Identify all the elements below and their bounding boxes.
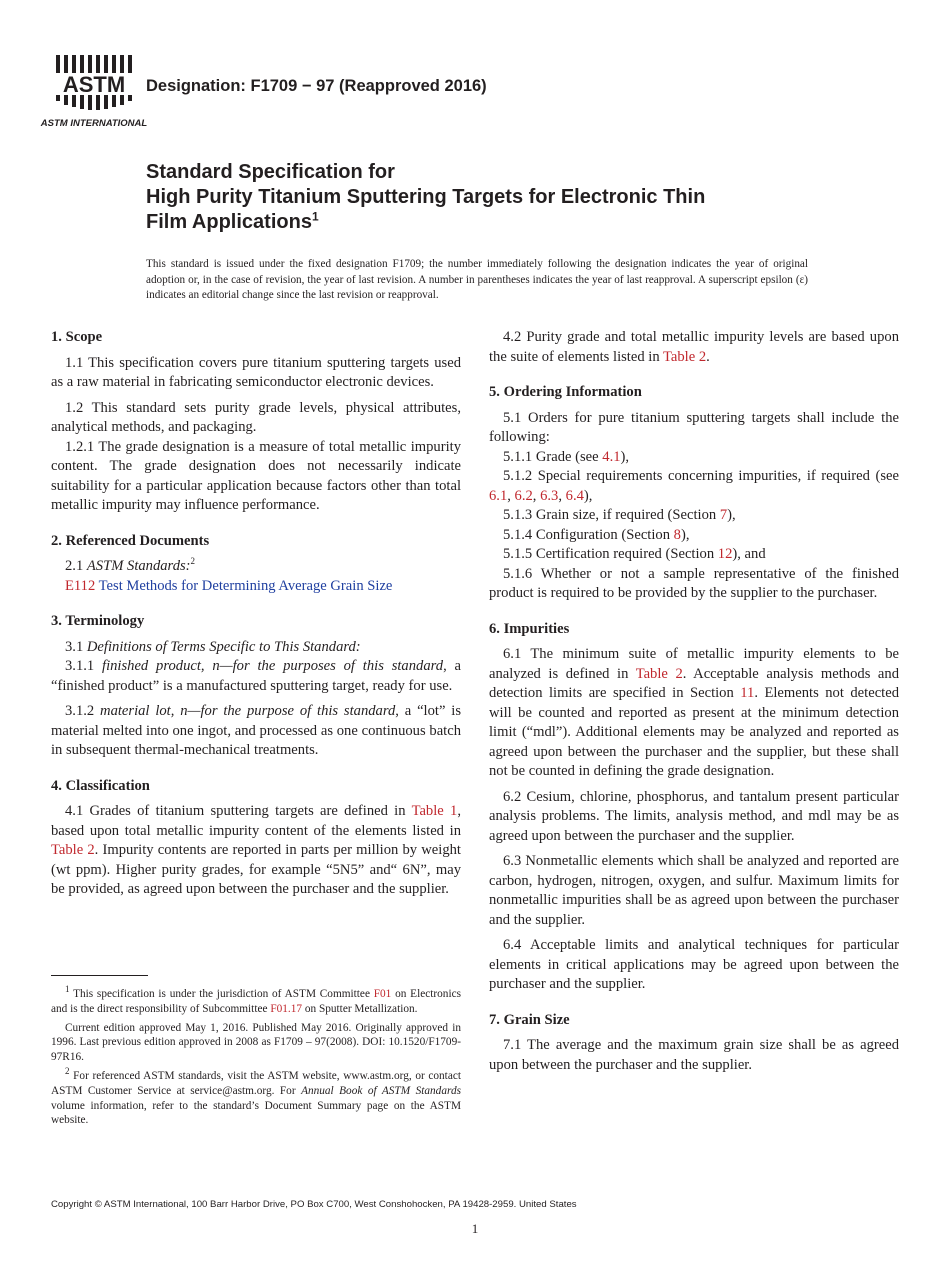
standard-notice: This standard is issued under the fixed designation F1709; the number immediately following the designation indicates the year of original adoption or, in the case of revision, the year of last revision. A number in parentheses indicates the year of last reapproval. A superscript epsilon (ε) indicates an editorial change since the last revision or reapproval. bbox=[146, 258, 808, 301]
svg-text:ASTM: ASTM bbox=[62, 72, 126, 97]
paragraph-5-1-6: 5.1.6 Whether or not a sample representative of the finished product is required to be provided by the supplier to the purchaser. bbox=[489, 565, 899, 601]
paragraph-5-1-1: 5.1.1 Grade (see 4.1), bbox=[503, 448, 630, 465]
astm-logo bbox=[40, 55, 148, 133]
link-6-4[interactable]: 6.4 bbox=[565, 487, 584, 504]
paragraph-5-1: 5.1 Orders for pure titanium sputtering targets shall include the following: bbox=[489, 409, 899, 445]
paragraph-6-2: 6.2 Cesium, chlorine, phosphorus, and tantalum present particular analysis problems. The limits, analysis method, and mdl may be as agreed upon between the purchaser and the supplier. bbox=[489, 788, 899, 844]
reference-e112 bbox=[51, 577, 461, 597]
paragraph-5-1-5: 5.1.5 Certification required (Section 12), and bbox=[503, 546, 766, 562]
link-section-7[interactable]: 7 bbox=[719, 507, 728, 523]
paragraph-4-1: 4.1 Grades of titanium sputtering targets are defined in Table 1, based upon total metallic impurity content of the elements listed in Table 2. Impurity contents are reported in parts per million by weight (wt ppm). Higher purity grades, for example “5N5” and“ 6N”, may be provided, as agreed upon between the purchaser and the supplier. bbox=[51, 803, 461, 897]
title-footnote-mark: 1 bbox=[311, 209, 319, 224]
footnotes bbox=[51, 984, 461, 1128]
section-heading-ordering: 5. Ordering Information bbox=[489, 384, 642, 400]
title-line-3: Film Applications$^1$ bbox=[146, 209, 319, 233]
left-column bbox=[51, 328, 461, 900]
section-heading-impurities: 6. Impurities bbox=[489, 620, 570, 637]
paragraph-4-2: 4.2 Purity grade and total metallic impurity levels are based upon the suite of elements listed in Table 2. bbox=[489, 329, 899, 365]
section-heading-terminology: 3. Terminology bbox=[51, 613, 145, 629]
link-f01-17[interactable]: F01.17 bbox=[270, 1002, 303, 1015]
paragraph-2-1: 2.1 ASTM Standards:$^2$ bbox=[65, 556, 196, 574]
copyright-notice: Copyright © ASTM International, 100 Barr Harbor Drive, PO Box C700, West Conshohocken, PA 19428-2959. United States bbox=[51, 1199, 577, 1210]
footnote-1: $^1$ This specification is under the jurisdiction of ASTM Committee F01 on Electronics and is the direct responsibility of Subcommittee F01.17 on Sputter Metallization. bbox=[51, 984, 461, 1015]
link-4-1[interactable]: 4.1 bbox=[602, 448, 621, 465]
paragraph-6-4: 6.4 Acceptable limits and analytical techniques for particular elements in critical applications may be agreed upon between the purchaser and the supplier. bbox=[489, 937, 899, 992]
document-title bbox=[146, 160, 866, 235]
footnote-divider bbox=[51, 975, 148, 976]
paragraph-3-1-2: 3.1.2 material lot, n—for the purpose of this standard, a “lot” is material melted into one ingot, and processed as one continuous batch in subsequent thermal-mechanical treatments. bbox=[51, 703, 462, 758]
link-section-12[interactable]: 12 bbox=[717, 546, 733, 562]
paragraph-3-1: 3.1 Definitions of Terms Specific to This Standard: bbox=[65, 638, 361, 655]
designation: Designation: F1709 − 97 (Reapproved 2016) bbox=[146, 77, 487, 95]
section-heading-referenced-documents: 2. Referenced Documents bbox=[51, 532, 210, 549]
paragraph-1-2: 1.2 This standard sets purity grade levels, physical attributes, analytical methods, and packaging. bbox=[51, 399, 461, 435]
link-6-2[interactable]: 6.2 bbox=[514, 487, 533, 504]
link-6-1[interactable]: 6.1 bbox=[489, 487, 508, 504]
section-heading-classification: 4. Classification bbox=[51, 777, 150, 794]
footnote-2: $^2$ For referenced ASTM standards, visit the ASTM website, www.astm.org, or contact ASTM Customer Service at service@astm.org. For Annual Book of ASTM Standards volume information, refer to the standard’s Document Summary page on the ASTM website. bbox=[51, 1066, 461, 1127]
page-number: 1 bbox=[471, 1221, 479, 1236]
link-table-1[interactable]: Table 1 bbox=[411, 803, 458, 819]
paragraph-7-1: 7.1 The average and the maximum grain size shall be as agreed upon between the purchaser and the supplier. bbox=[489, 1037, 899, 1073]
title-line-1: Standard Specification for bbox=[146, 161, 395, 183]
paragraph-3-1-1: 3.1.1 finished product, n—for the purposes of this standard, a “finished product” is a manufactured sputtering target, ready for use. bbox=[51, 658, 462, 694]
svg-text:ASTM INTERNATIONAL: ASTM INTERNATIONAL bbox=[40, 118, 148, 129]
title-line-2: High Purity Titanium Sputtering Targets for Electronic Thin bbox=[146, 186, 706, 208]
paragraph-5-1-2: 5.1.2 Special requirements concerning impurities, if required (see 6.1, 6.2, 6.3, 6.4), bbox=[489, 468, 899, 504]
link-section-11[interactable]: 11 bbox=[740, 685, 755, 701]
link-e112-title[interactable]: Test Methods for Determining Average Grain Size bbox=[98, 577, 393, 594]
paragraph-6-3: 6.3 Nonmetallic elements which shall be analyzed and reported are carbon, hydrogen, nitrogen, oxygen, and sulfur. Maximum limits for nonmetallic impurities shall be as agreed upon between the purchaser and the supplier. bbox=[489, 853, 899, 928]
paragraph-5-1-3: 5.1.3 Grain size, if required (Section 7), bbox=[503, 507, 736, 523]
link-table-2[interactable]: Table 2 bbox=[635, 665, 683, 682]
paragraph-1-2-1: 1.2.1 The grade designation is a measure of total metallic impurity content. The grade designation does not necessarily indicate suitability for a particular application because factors other than total metallic impurity may influence performance. bbox=[51, 438, 461, 513]
link-6-3[interactable]: 6.3 bbox=[540, 487, 559, 504]
link-f01[interactable]: F01 bbox=[373, 988, 392, 1000]
section-heading-grain-size: 7. Grain Size bbox=[489, 1011, 570, 1028]
link-table-2[interactable]: Table 2 bbox=[663, 348, 707, 365]
paragraph-5-1-4: 5.1.4 Configuration (Section 8), bbox=[503, 526, 690, 543]
section-heading-scope: 1. Scope bbox=[51, 329, 103, 345]
link-section-8[interactable]: 8 bbox=[673, 526, 681, 543]
paragraph-1-1: 1.1 This specification covers pure titanium sputtering targets used as a raw material in fabricating semiconductor electronic devices. bbox=[51, 354, 461, 390]
link-table-2[interactable]: Table 2 bbox=[51, 842, 95, 858]
footnote-1-edition: Current edition approved May 1, 2016. Published May 2016. Originally approved in 1996. Last previous edition approved in 2008 as F1709 – 97(2008). DOI: 10.1520/F1709-97R16. bbox=[51, 1021, 461, 1064]
paragraph-6-1: 6.1 The minimum suite of metallic impurity elements to be analyzed is defined in Table 2. Acceptable analysis methods and detection limits are specified in Section 11. Elements not detected will be counted and reported as present at the minimum detection limit (“mdl”). Additional elements may be analyzed and reported as agreed upon between the purchaser and the supplier, but these shall not be counted in defining the grade designation. bbox=[489, 646, 900, 779]
link-e112[interactable]: E112 bbox=[65, 577, 96, 594]
right-column bbox=[489, 328, 899, 1075]
astm-logo-icon bbox=[40, 55, 148, 133]
